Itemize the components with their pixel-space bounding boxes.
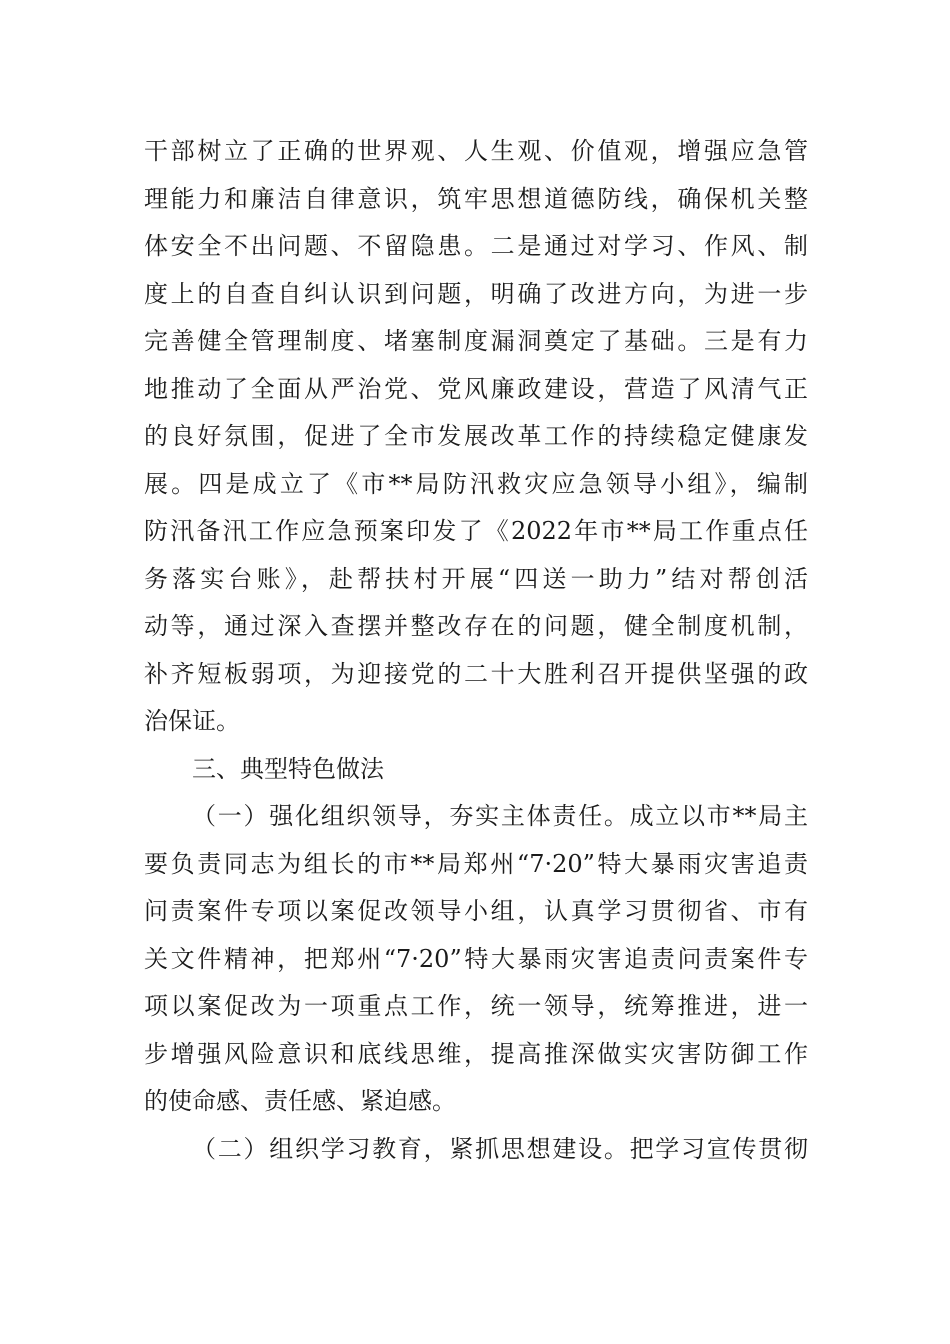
- paragraph-line: 完善健全管理制度、堵塞制度漏洞奠定了基础。三是有力: [144, 327, 808, 355]
- paragraph-line: （二）组织学习教育，紧抓思想建设。把学习宣传贯彻: [192, 1134, 808, 1163]
- paragraph-line: 关文件精神，把郑州“7·20”特大暴雨灾害追责问责案件专: [144, 944, 808, 973]
- section-heading: 三、典型特色做法: [192, 754, 384, 783]
- paragraph-line: 补齐短板弱项，为迎接党的二十大胜利召开提供坚强的政: [144, 659, 808, 688]
- paragraph-line: 理能力和廉洁自律意识，筑牢思想道德防线，确保机关整: [144, 184, 808, 213]
- paragraph-line: 度上的自查自纠认识到问题，明确了改进方向，为进一步: [144, 279, 808, 308]
- paragraph-line: 项以案促改为一项重点工作，统一领导，统筹推进，进一: [144, 992, 808, 1020]
- paragraph-line: 干部树立了正确的世界观、人生观、价值观，增强应急管: [144, 137, 808, 165]
- paragraph-line: 问责案件专项以案促改领导小组，认真学习贯彻省、市有: [144, 897, 808, 925]
- paragraph-line: 步增强风险意识和底线思维，提高推深做实灾害防御工作: [144, 1039, 808, 1068]
- paragraph-line: （一）强化组织领导，夯实主体责任。成立以市**局主: [192, 802, 808, 830]
- paragraph-line: 的良好氛围，促进了全市发展改革工作的持续稳定健康发: [144, 422, 808, 450]
- paragraph-line: 的使命感、责任感、紧迫感。: [144, 1087, 456, 1115]
- document-body: [144, 128, 808, 1173]
- paragraph-line: 治保证。: [144, 707, 240, 735]
- paragraph-line: 地推动了全面从严治党、党风廉政建设，营造了风清气正: [144, 374, 808, 403]
- paragraph-line: 动等，通过深入查摆并整改存在的问题，健全制度机制，: [144, 612, 808, 640]
- paragraph-line: 展。四是成立了《市**局防汛救灾应急领导小组》，编制: [144, 469, 808, 498]
- paragraph-line: 体安全不出问题、不留隐患。二是通过对学习、作风、制: [144, 232, 808, 260]
- paragraph-line: 务落实台账》，赴帮扶村开展“四送一助力”结对帮创活: [144, 564, 808, 593]
- paragraph-line: 要负责同志为组长的市**局郑州“7·20”特大暴雨灾害追责: [144, 849, 808, 878]
- paragraph-line: 防汛备汛工作应急预案印发了《2022年市**局工作重点任: [144, 517, 808, 545]
